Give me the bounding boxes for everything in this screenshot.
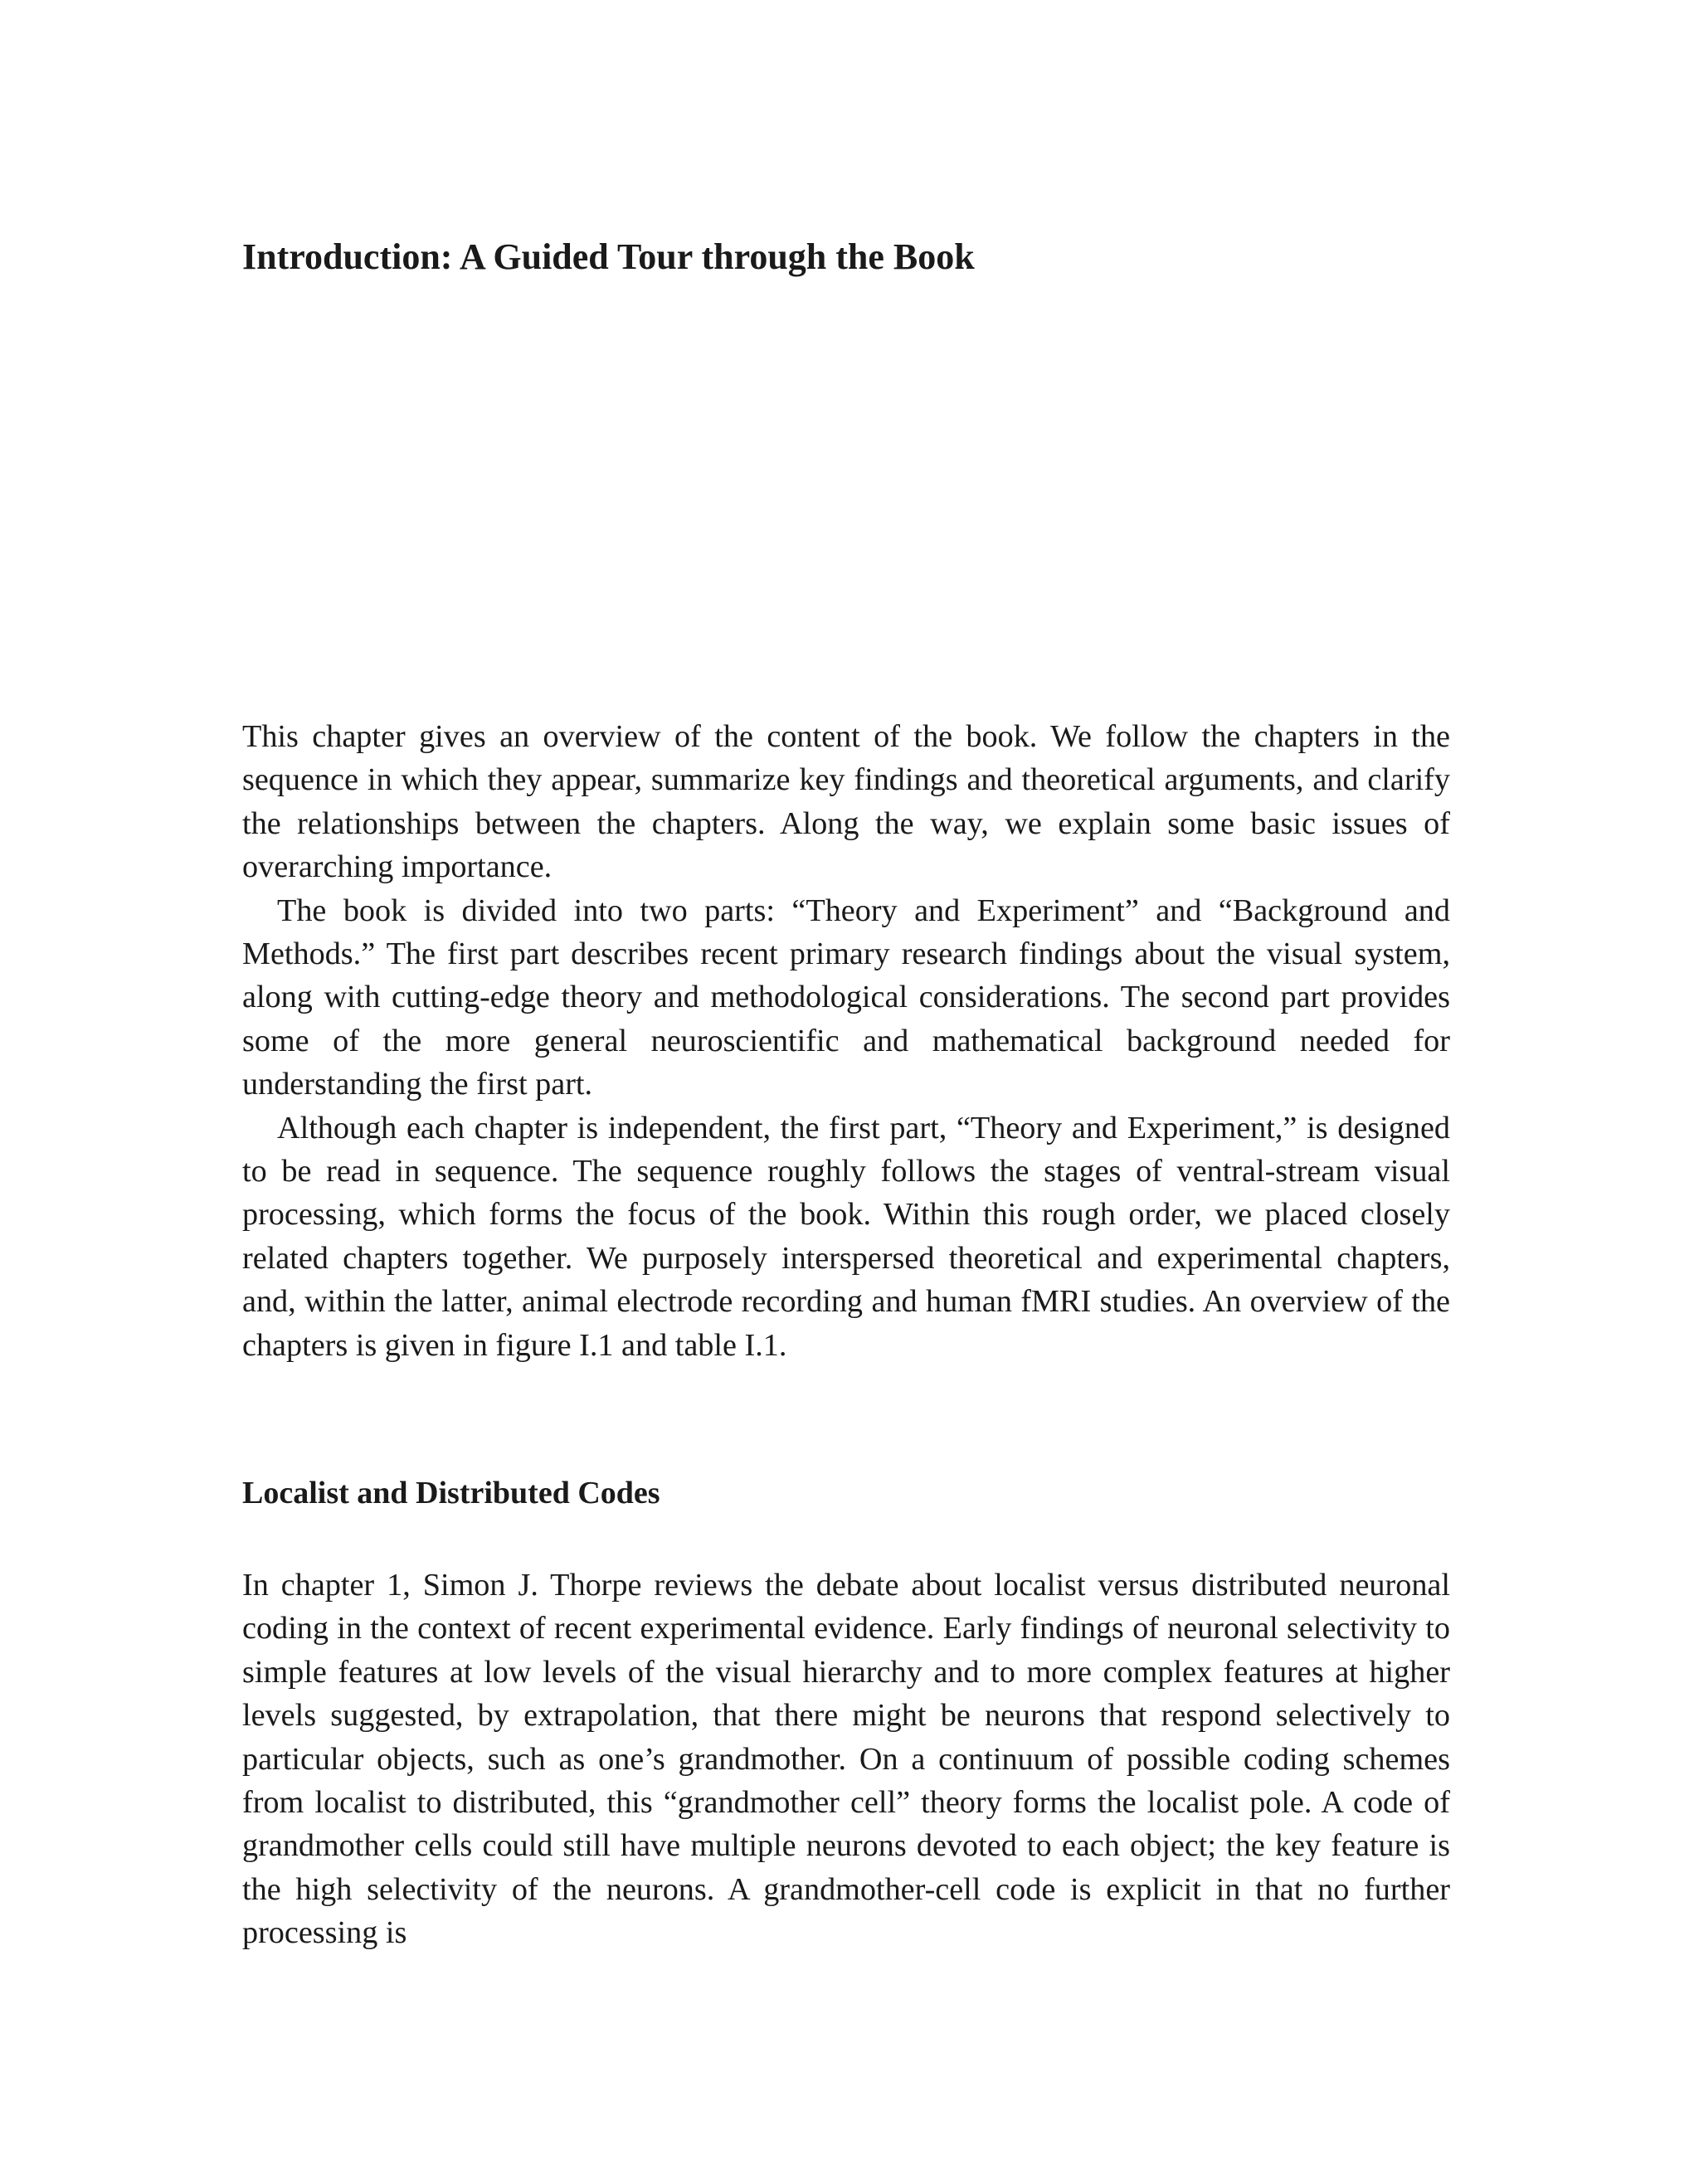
intro-text xyxy=(242,715,1450,1367)
section-paragraph-1: In chapter 1, Simon J. Thorpe reviews the debate about localist versus distributed neuronal coding in the context of recent experimental evidence. Early findings of neuronal selectivity to simple features at low levels of the visual hierarchy and to more complex features at higher levels suggested, by extrapolation, that there might be neurons that respond selectively to particular objects, such as one’s grandmother. On a continuum of possible coding schemes from localist to distributed, this “grandmother cell” theory forms the localist pole. A code of grandmother cells could still have multiple neurons devoted to each object; the key feature is the high selectivity of the neurons. A grandmother-cell code is explicit in that no further processing is xyxy=(242,1568,1450,1951)
section-heading: Localist and Distributed Codes xyxy=(242,1476,660,1510)
chapter-title: Introduction: A Guided Tour through the Book xyxy=(242,236,975,277)
intro-paragraph-1: This chapter gives an overview of the content of the book. We follow the chapters in the sequence in which they appear, summarize key findings and theoretical arguments, and clarify the relationships between the chapters. Along the way, we explain some basic issues of overarching importance. xyxy=(242,719,1450,885)
intro-paragraph-2: The book is divided into two parts: “Theory and Experiment” and “Background and Methods.” The first part describes recent primary research findings about the visual system, along with cutting-edge theory and methodological considerations. The second part provides some of the more general neuroscientific and mathematical background needed for understanding the first part. xyxy=(242,893,1450,1102)
section-text xyxy=(242,1564,1450,1955)
intro-paragraph-3: Although each chapter is independent, the first part, “Theory and Experiment,” is designed to be read in sequence. The sequence roughly follows the stages of ventral-stream visual processing, which forms the focus of the book. Within this rough order, we placed closely related chapters together. We purposely interspersed theoretical and experimental chapters, and, within the latter, animal electrode recording and human fMRI studies. An overview of the chapters is given in figure I.1 and table I.1. xyxy=(242,1110,1450,1363)
